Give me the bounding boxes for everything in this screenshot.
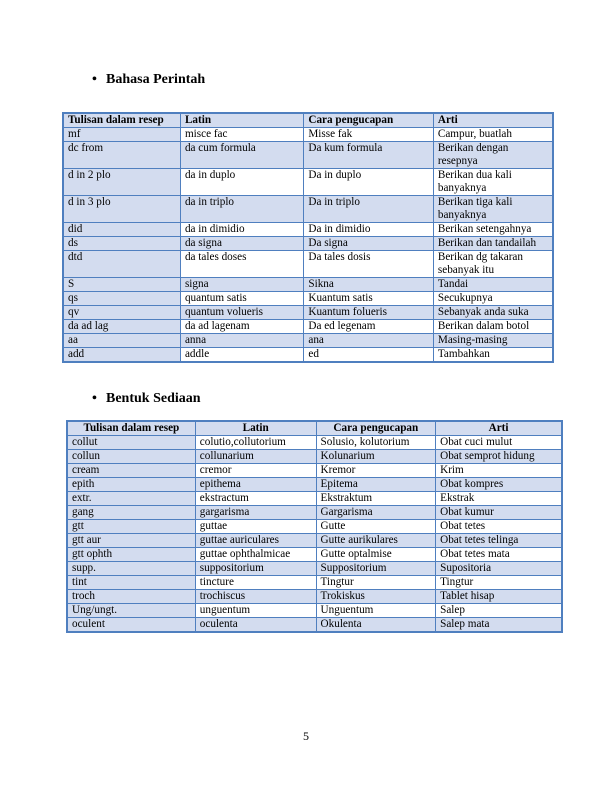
table-cell: Da ed legenam	[304, 320, 434, 334]
heading-text: Bahasa Perintah	[106, 72, 206, 87]
bahasa-perintah-table	[62, 112, 554, 363]
table-cell: troch	[67, 590, 195, 604]
table-cell: Ekstraktum	[316, 492, 436, 506]
table-row	[63, 128, 553, 142]
table-cell: colutio,collutorium	[195, 436, 316, 450]
table-cell: Sikna	[304, 278, 434, 292]
table-cell: Berikan dan tandailah	[433, 237, 553, 251]
table-cell: Obat kompres	[436, 478, 562, 492]
table-cell: did	[63, 223, 180, 237]
table-cell: Berikan dua kali banyaknya	[433, 169, 553, 196]
table-header-row	[63, 113, 553, 128]
table-cell: gtt ophth	[67, 548, 195, 562]
table-cell: Berikan dalam botol	[433, 320, 553, 334]
table-cell: tint	[67, 576, 195, 590]
table-cell: Misse fak	[304, 128, 434, 142]
table-cell: guttae	[195, 520, 316, 534]
table-row	[63, 292, 553, 306]
table-cell: da in triplo	[180, 196, 303, 223]
table-row	[63, 142, 553, 169]
table-cell: ana	[304, 334, 434, 348]
bullet-icon: •	[92, 72, 97, 87]
table-row	[63, 334, 553, 348]
table-cell: Epitema	[316, 478, 436, 492]
table-cell: Supositoria	[436, 562, 562, 576]
table-cell: addle	[180, 348, 303, 363]
column-header: Tulisan dalam resep	[67, 421, 195, 436]
table-cell: Trokiskus	[316, 590, 436, 604]
table-row	[63, 348, 553, 363]
table-cell: Kolunarium	[316, 450, 436, 464]
table-cell: d in 2 plo	[63, 169, 180, 196]
table-cell: qv	[63, 306, 180, 320]
table-cell: da tales doses	[180, 251, 303, 278]
table-row	[67, 604, 562, 618]
table-cell: Suppositorium	[316, 562, 436, 576]
table-cell: dc from	[63, 142, 180, 169]
table-row	[67, 436, 562, 450]
section-heading-bahasa-perintah	[92, 72, 205, 88]
table-cell: da in dimidio	[180, 223, 303, 237]
table-cell: gtt aur	[67, 534, 195, 548]
table-row	[63, 278, 553, 292]
table-cell: trochiscus	[195, 590, 316, 604]
table-cell: Tambahkan	[433, 348, 553, 363]
bullet-icon: •	[92, 391, 97, 406]
table-cell: Gutte aurikulares	[316, 534, 436, 548]
column-header: Arti	[433, 113, 553, 128]
table-cell: epithema	[195, 478, 316, 492]
table-cell: Da signa	[304, 237, 434, 251]
table-cell: Berikan setengahnya	[433, 223, 553, 237]
table-row	[67, 562, 562, 576]
table-row	[63, 196, 553, 223]
table-cell: Tablet hisap	[436, 590, 562, 604]
table-cell: Solusio, kolutorium	[316, 436, 436, 450]
table-row	[67, 590, 562, 604]
table-row	[67, 450, 562, 464]
table-header-row	[67, 421, 562, 436]
table-cell: gang	[67, 506, 195, 520]
table-row	[63, 251, 553, 278]
table-cell: da ad lagenam	[180, 320, 303, 334]
heading-text: Bentuk Sediaan	[106, 391, 201, 406]
table-cell: extr.	[67, 492, 195, 506]
table-cell: Gutte optalmise	[316, 548, 436, 562]
table-cell: Obat cuci mulut	[436, 436, 562, 450]
table-cell: collun	[67, 450, 195, 464]
table-cell: Kremor	[316, 464, 436, 478]
table-cell: add	[63, 348, 180, 363]
table-cell: Salep	[436, 604, 562, 618]
section-heading-bentuk-sediaan	[92, 391, 201, 407]
table-cell: signa	[180, 278, 303, 292]
table-cell: Da tales dosis	[304, 251, 434, 278]
table-cell: aa	[63, 334, 180, 348]
table-cell: Unguentum	[316, 604, 436, 618]
table-cell: guttae ophthalmicae	[195, 548, 316, 562]
table-cell: Berikan dengan resepnya	[433, 142, 553, 169]
table-cell: da ad lag	[63, 320, 180, 334]
table-row	[67, 506, 562, 520]
table-cell: Berikan dg takaran sebanyak itu	[433, 251, 553, 278]
table-cell: tincture	[195, 576, 316, 590]
table-cell: dtd	[63, 251, 180, 278]
table-row	[67, 492, 562, 506]
table-cell: Salep mata	[436, 618, 562, 633]
table-cell: Ung/ungt.	[67, 604, 195, 618]
table-cell: Campur, buatlah	[433, 128, 553, 142]
table-cell: Obat kumur	[436, 506, 562, 520]
table-cell: oculenta	[195, 618, 316, 633]
table-row	[67, 534, 562, 548]
table-cell: Berikan tiga kali banyaknya	[433, 196, 553, 223]
table-cell: da in duplo	[180, 169, 303, 196]
table-cell: Obat tetes mata	[436, 548, 562, 562]
table-cell: Sebanyak anda suka	[433, 306, 553, 320]
column-header: Latin	[195, 421, 316, 436]
table-cell: Okulenta	[316, 618, 436, 633]
table-cell: oculent	[67, 618, 195, 633]
table-row	[63, 237, 553, 251]
table-cell: epith	[67, 478, 195, 492]
table-cell: Gargarisma	[316, 506, 436, 520]
table-cell: Ekstrak	[436, 492, 562, 506]
table-cell: ds	[63, 237, 180, 251]
table-row	[63, 320, 553, 334]
column-header: Latin	[180, 113, 303, 128]
table-cell: Obat semprot hidung	[436, 450, 562, 464]
table-row	[67, 478, 562, 492]
table-row	[67, 548, 562, 562]
page-number: 5	[303, 729, 309, 743]
table-row	[63, 306, 553, 320]
table-cell: Tandai	[433, 278, 553, 292]
table-cell: Tingtur	[436, 576, 562, 590]
table-cell: da cum formula	[180, 142, 303, 169]
column-header: Tulisan dalam resep	[63, 113, 180, 128]
table-row	[67, 618, 562, 633]
table-cell: cremor	[195, 464, 316, 478]
table-cell: ed	[304, 348, 434, 363]
table-cell: Kuantum folueris	[304, 306, 434, 320]
table-cell: Da kum formula	[304, 142, 434, 169]
table-cell: quantum satis	[180, 292, 303, 306]
table-cell: gtt	[67, 520, 195, 534]
table-cell: qs	[63, 292, 180, 306]
table-cell: Gutte	[316, 520, 436, 534]
table-cell: quantum volueris	[180, 306, 303, 320]
table-row	[67, 464, 562, 478]
column-header: Cara pengucapan	[304, 113, 434, 128]
column-header: Cara pengucapan	[316, 421, 436, 436]
column-header: Arti	[436, 421, 562, 436]
table-cell: Tingtur	[316, 576, 436, 590]
table-cell: Da in duplo	[304, 169, 434, 196]
table-cell: guttae auriculares	[195, 534, 316, 548]
table-cell: S	[63, 278, 180, 292]
table-cell: Da in dimidio	[304, 223, 434, 237]
table-cell: collut	[67, 436, 195, 450]
table-cell: supp.	[67, 562, 195, 576]
table-cell: mf	[63, 128, 180, 142]
table-cell: anna	[180, 334, 303, 348]
table-cell: Obat tetes	[436, 520, 562, 534]
table-cell: unguentum	[195, 604, 316, 618]
table-cell: Krim	[436, 464, 562, 478]
table-cell: suppositorium	[195, 562, 316, 576]
table-row	[67, 520, 562, 534]
table-cell: Secukupnya	[433, 292, 553, 306]
table-cell: cream	[67, 464, 195, 478]
table-cell: Da in triplo	[304, 196, 434, 223]
table-cell: ekstractum	[195, 492, 316, 506]
table-cell: misce fac	[180, 128, 303, 142]
table-row	[63, 169, 553, 196]
table-cell: Kuantum satis	[304, 292, 434, 306]
table-cell: gargarisma	[195, 506, 316, 520]
table-row	[63, 223, 553, 237]
table-cell: collunarium	[195, 450, 316, 464]
table-cell: da signa	[180, 237, 303, 251]
table-cell: Masing-masing	[433, 334, 553, 348]
table-row	[67, 576, 562, 590]
table-cell: d in 3 plo	[63, 196, 180, 223]
bentuk-sediaan-table	[66, 420, 563, 633]
table-cell: Obat tetes telinga	[436, 534, 562, 548]
